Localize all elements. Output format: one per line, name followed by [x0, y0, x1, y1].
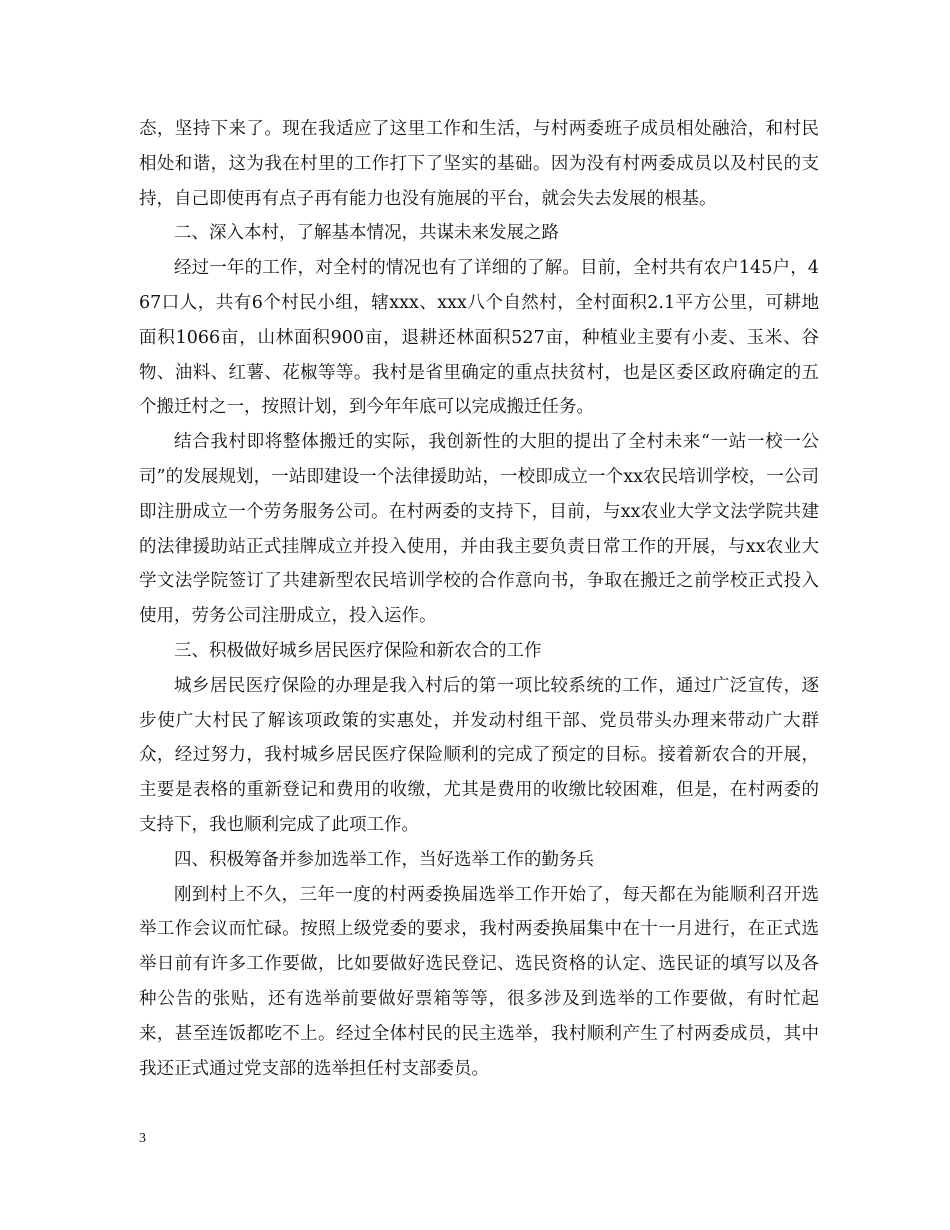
- section-heading-3: 三、积极做好城乡居民医疗保险和新农合的工作: [174, 640, 542, 661]
- section-heading-4: 四、积极筹备并参加选举工作，当好选举工作的勤务兵: [174, 849, 594, 870]
- paragraph-development-plan: 结合我村即将整体搬迁的实际，我创新性的大胆的提出了全村未来“一站一校一公司”的发展规划，一站即建设一个法律援助站，一校即成立一个xx农民培训学校，一公司即注册成立一个劳务服务公司。在村两委的支持下，目前，与xx农业大学文法学院共建的法律援助站正式挂牌成立并投入使用，并由我主要负责日常工作的开展，与xx农业大学文法学院签订了共建新型农民培训学校的合作意向书，争取在搬迁之前学校正式投入使用，劳务公司注册成立，投入运作。: [139, 432, 819, 627]
- paragraph-medical-insurance: 城乡居民医疗保险的办理是我入村后的第一项比较系统的工作，通过广泛宣传，逐步使广大村民了解该项政策的实惠处，并发动村组干部、党员带头办理来带动广大群众，经过努力，我村城乡居民医疗保险顺利的完成了预定的目标。接着新农合的开展，主要是表格的重新登记和费用的收缴，尤其是费用的收缴比较困难，但是，在村两委的支持下，我也顺利完成了此项工作。: [139, 675, 819, 835]
- page-number: 3: [139, 1131, 146, 1146]
- paragraph-continuation: 态，坚持下来了。现在我适应了这里工作和生活，与村两委班子成员相处融洽，和村民相处和谐，这为我在村里的工作打下了坚实的基础。因为没有村两委成员以及村民的支持，自己即使再有点子再有能力也没有施展的平台，就会失去发展的根基。: [139, 119, 819, 209]
- paragraph-village-overview: 经过一年的工作，对全村的情况也有了详细的了解。目前，全村共有农户145户，467口人，共有6个村民小组，辖xxx、xxx八个自然村，全村面积2.1平方公里，可耕地面积1066亩，山林面积900亩，退耕还林面积527亩，种植业主要有小麦、玉米、谷物、油料、红薯、花椒等等。我村是省里确定的重点扶贫村，也是区委区政府确定的五个搬迁村之一，按照计划，到今年年底可以完成搬迁任务。: [139, 258, 819, 418]
- document-body: [139, 112, 819, 1086]
- section-heading-2: 二、深入本村，了解基本情况，共谋未来发展之路: [174, 223, 559, 244]
- paragraph-election-work: 刚到村上不久，三年一度的村两委换届选举工作开始了，每天都在为能顺利召开选举工作会议而忙碌。按照上级党委的要求，我村两委换届集中在十一月进行，在正式选举日前有许多工作要做，比如要做好选民登记、选民资格的认定、选民证的填写以及各种公告的张贴，还有选举前要做好票箱等等，很多涉及到选举的工作要做，有时忙起来，甚至连饭都吃不上。经过全体村民的民主选举，我村顺利产生了村两委成员，其中我还正式通过党支部的选举担任村支部委员。: [139, 884, 819, 1079]
